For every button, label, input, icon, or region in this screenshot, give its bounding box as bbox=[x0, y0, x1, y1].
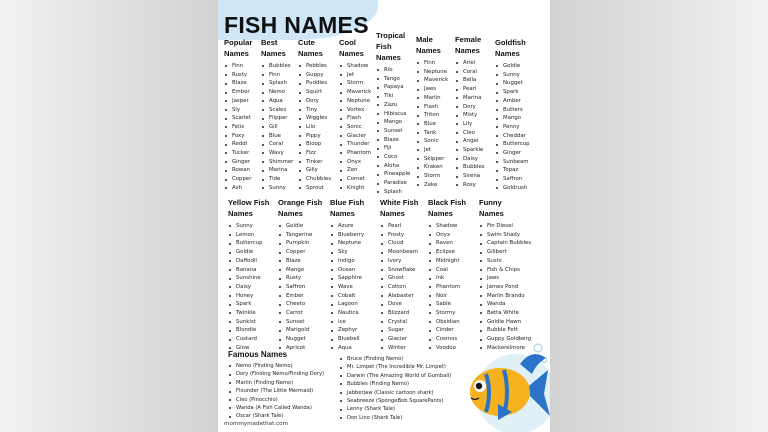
name-list-item: Azure bbox=[330, 222, 364, 231]
name-list-item: Skipper bbox=[416, 155, 448, 164]
name-list-item: Ember bbox=[224, 88, 252, 97]
name-list-item: Finn bbox=[261, 71, 293, 80]
name-list-item: Ice bbox=[330, 318, 364, 327]
name-list-item: Goldie bbox=[228, 248, 269, 257]
name-list-item: Winter bbox=[380, 344, 418, 353]
name-list bbox=[228, 362, 324, 421]
name-list-item: Ember bbox=[278, 292, 322, 301]
name-list-item: Aloha bbox=[376, 162, 410, 171]
column-heading: Orange Fish Names bbox=[278, 198, 323, 218]
name-list-item: Mango bbox=[495, 114, 530, 123]
name-list-item: Noir bbox=[428, 292, 466, 301]
name-list-item: Storm bbox=[416, 172, 448, 181]
column-heading: Popular Names bbox=[224, 38, 253, 58]
name-list-item: Copper bbox=[224, 175, 252, 184]
website-credit: mommymadethat.com bbox=[224, 421, 289, 427]
name-list-item: Phantom bbox=[339, 149, 371, 158]
name-list-item: Goldie Hawn bbox=[479, 318, 531, 327]
name-list-item: Bella bbox=[455, 76, 485, 85]
name-list-item: Pumpkin bbox=[278, 239, 322, 248]
name-list bbox=[298, 62, 331, 193]
name-list bbox=[428, 222, 466, 353]
name-list-item: Apricot bbox=[278, 344, 322, 353]
name-list-item: Mackerelmore bbox=[479, 344, 531, 353]
name-list-item: Marina bbox=[455, 94, 485, 103]
name-list-item: Saffron bbox=[278, 283, 322, 292]
name-list-item: Finn bbox=[224, 62, 252, 71]
name-list-item: Guppy Goldberg bbox=[479, 335, 531, 344]
name-list-item: Crystal bbox=[380, 318, 418, 327]
column-heading: White Fish Names bbox=[380, 198, 419, 218]
column-yellow-fish-names bbox=[228, 197, 269, 353]
column-male-names bbox=[416, 34, 448, 190]
name-list-item: Sonic bbox=[416, 137, 448, 146]
name-list-item: Cleo bbox=[455, 129, 485, 138]
column-popular-names bbox=[224, 37, 252, 193]
name-list-item: Saffron bbox=[495, 175, 530, 184]
name-list-item: Rusty bbox=[278, 274, 322, 283]
name-list bbox=[224, 62, 252, 193]
name-list-item: Sunbeam bbox=[495, 158, 530, 167]
name-list-item: Sunny bbox=[228, 222, 269, 231]
name-list bbox=[330, 222, 364, 353]
name-list-item: Blue bbox=[261, 132, 293, 141]
name-list-item: Marlin (Finding Nemo) bbox=[228, 379, 324, 387]
name-list-item: Vortex bbox=[339, 106, 371, 115]
column-heading: Male Names bbox=[416, 35, 441, 55]
name-list-item: Jasper bbox=[224, 97, 252, 106]
name-list-item: Sunny bbox=[261, 184, 293, 193]
name-list-item: Mango bbox=[376, 118, 410, 127]
name-list-item: Daffodil bbox=[228, 257, 269, 266]
name-list-item: Sapphire bbox=[330, 274, 364, 283]
name-list-item: Reddi bbox=[224, 140, 252, 149]
name-list-item: Scarlet bbox=[224, 114, 252, 123]
name-list-item: Tangerine bbox=[278, 231, 322, 240]
name-list-item: Coal bbox=[428, 266, 466, 275]
column-heading: Tropical Fish Names bbox=[376, 31, 406, 62]
name-list-item: Chubbles bbox=[298, 175, 331, 184]
name-list-item: Nugget bbox=[495, 79, 530, 88]
name-list-item: Onyx bbox=[339, 158, 371, 167]
name-list-item: Maverick bbox=[416, 76, 448, 85]
name-list bbox=[479, 222, 531, 353]
column-best-names bbox=[261, 37, 293, 193]
name-list-item: Lilo bbox=[298, 123, 331, 132]
name-list-item: Flounder (The Little Mermaid) bbox=[228, 387, 324, 395]
name-list-item: Goldrush bbox=[495, 184, 530, 193]
column-famous-names-continued bbox=[339, 355, 451, 422]
name-list-item: Hibiscus bbox=[376, 110, 410, 119]
name-list-item: Neptune bbox=[339, 97, 371, 106]
column-heading: Famous Names bbox=[228, 350, 288, 359]
name-list-item: Marlin bbox=[416, 94, 448, 103]
name-list-item: Ariel bbox=[455, 59, 485, 68]
name-list-item: Carrot bbox=[278, 309, 322, 318]
column-female-names bbox=[455, 34, 485, 190]
name-list-item: Tide bbox=[261, 175, 293, 184]
name-list-item: Amber bbox=[495, 97, 530, 106]
name-list-item: Flash bbox=[339, 114, 371, 123]
column-tropical-fish-names bbox=[376, 30, 410, 197]
name-list-item: Lemon bbox=[228, 231, 269, 240]
name-list-item: Cloud bbox=[380, 239, 418, 248]
name-list-item: Stormy bbox=[428, 309, 466, 318]
column-heading: Goldfish Names bbox=[495, 38, 526, 58]
name-list-item: Blaze bbox=[278, 257, 322, 266]
name-list-item: Alabaster bbox=[380, 292, 418, 301]
name-list-item: Wanda (A Fish Called Wanda) bbox=[228, 404, 324, 412]
name-list-item: Thunder bbox=[339, 140, 371, 149]
name-list-item: Blaze bbox=[224, 79, 252, 88]
name-list-item: Coco bbox=[376, 153, 410, 162]
name-list-item: Zazu bbox=[376, 101, 410, 110]
name-list-item: Dove bbox=[380, 300, 418, 309]
name-list-item: Fiji bbox=[376, 144, 410, 153]
name-list-item: Topaz bbox=[495, 166, 530, 175]
name-list-item: Cinder bbox=[428, 326, 466, 335]
name-list-item: Wave bbox=[330, 283, 364, 292]
name-list-item: Sunny bbox=[495, 71, 530, 80]
name-list-item: Wanda bbox=[479, 300, 531, 309]
name-list-item: Sunset bbox=[278, 318, 322, 327]
name-list-item: Fish & Chips bbox=[479, 266, 531, 275]
name-list-item: Blizzard bbox=[380, 309, 418, 318]
name-list-item: Sprout bbox=[298, 184, 331, 193]
name-list-item: Lily bbox=[455, 120, 485, 129]
column-heading: Cute Names bbox=[298, 38, 323, 58]
column-cool-names bbox=[339, 37, 371, 193]
name-list-item: Gill bbox=[261, 123, 293, 132]
name-list-item: Fizz bbox=[298, 149, 331, 158]
blurred-background-left bbox=[0, 0, 218, 432]
name-list-item: Sunshine bbox=[228, 274, 269, 283]
name-list-item: Indigo bbox=[330, 257, 364, 266]
name-list-item: Ginger bbox=[495, 149, 530, 158]
name-list-item: Mr. Limpet (The Incredible Mr. Limpet) bbox=[339, 363, 451, 371]
name-list-item: Lenny (Shark Tale) bbox=[339, 405, 451, 413]
name-list-item: Pineapple bbox=[376, 170, 410, 179]
name-list-item: Cheddar bbox=[495, 132, 530, 141]
name-list-item: Maverick bbox=[339, 88, 371, 97]
name-list-item: Moonbeam bbox=[380, 248, 418, 257]
column-funny-names bbox=[479, 197, 531, 353]
name-list-item: Nemo (Finding Nemo) bbox=[228, 362, 324, 370]
name-list-item: Sparkle bbox=[455, 146, 485, 155]
name-list-item: Misty bbox=[455, 111, 485, 120]
column-goldfish-names bbox=[495, 37, 530, 193]
column-heading: Female Names bbox=[455, 35, 482, 55]
column-orange-fish-names bbox=[278, 197, 322, 353]
name-list-item: Marlin Brando bbox=[479, 292, 531, 301]
name-list-item: Obsidian bbox=[428, 318, 466, 327]
name-list-item: Sly bbox=[224, 106, 252, 115]
name-list-item: Tucker bbox=[224, 149, 252, 158]
name-list-item: Wiggles bbox=[298, 114, 331, 123]
name-list-item: Cobalt bbox=[330, 292, 364, 301]
name-list bbox=[455, 59, 485, 190]
name-list-item: Oscar (Shark Tale) bbox=[228, 412, 324, 420]
name-list bbox=[380, 222, 418, 353]
name-list-item: Nemo bbox=[261, 88, 293, 97]
name-list-item: Ivory bbox=[380, 257, 418, 266]
name-list-item: Cotton bbox=[380, 283, 418, 292]
column-heading: Funny Names bbox=[479, 198, 504, 218]
page-title: FISH NAMES bbox=[224, 12, 369, 38]
name-list-item: Dory bbox=[455, 103, 485, 112]
name-list-item: Splash bbox=[261, 79, 293, 88]
name-list bbox=[376, 66, 410, 197]
name-list-item: Pearl bbox=[455, 85, 485, 94]
name-list-item: Copper bbox=[278, 248, 322, 257]
name-list-item: Felix bbox=[224, 123, 252, 132]
name-list-item: Tank bbox=[416, 129, 448, 138]
name-list-item: Knight bbox=[339, 184, 371, 193]
name-list-item: Daisy bbox=[228, 283, 269, 292]
column-heading: Yellow Fish Names bbox=[228, 198, 270, 218]
name-list-item: Pebbles bbox=[298, 62, 331, 71]
name-list-item: Nugget bbox=[278, 335, 322, 344]
column-black-fish-names bbox=[428, 197, 466, 353]
name-list-item: Phantom bbox=[428, 283, 466, 292]
name-list-item: Sunkist bbox=[228, 318, 269, 327]
name-list-item: Bubbles bbox=[261, 62, 293, 71]
name-list bbox=[495, 62, 530, 193]
name-list-item: Buttercup bbox=[495, 140, 530, 149]
name-list-item: Rio bbox=[376, 66, 410, 75]
name-list bbox=[261, 62, 293, 193]
name-list-item: Twinkle bbox=[228, 309, 269, 318]
name-list-item: Paradise bbox=[376, 179, 410, 188]
name-list bbox=[416, 59, 448, 190]
name-list-item: Rowan bbox=[224, 166, 252, 175]
name-list-item: Ash bbox=[224, 184, 252, 193]
column-blue-fish-names bbox=[330, 197, 364, 353]
name-list-item: Angel bbox=[455, 137, 485, 146]
name-list-item: Ocean bbox=[330, 266, 364, 275]
name-list-item: Zephyr bbox=[330, 326, 364, 335]
column-heading: Best Names bbox=[261, 38, 286, 58]
name-list-item: Papaya bbox=[376, 83, 410, 92]
name-list-item: Goldie bbox=[278, 222, 322, 231]
column-heading: Black Fish Names bbox=[428, 198, 466, 218]
name-list-item: Jet bbox=[339, 71, 371, 80]
name-list-item: Dory (Finding Nemo/Finding Dory) bbox=[228, 370, 324, 378]
name-list-item: Sky bbox=[330, 248, 364, 257]
name-list-item: Eclipse bbox=[428, 248, 466, 257]
name-list-item: James Pond bbox=[479, 283, 531, 292]
name-list-item: Blondie bbox=[228, 326, 269, 335]
name-list-item: Blaze bbox=[376, 136, 410, 145]
name-list-item: Darwin (The Amazing World of Gumball) bbox=[339, 372, 451, 380]
name-list-item: Ink bbox=[428, 274, 466, 283]
name-list-item: Marina bbox=[261, 166, 293, 175]
name-list bbox=[228, 222, 269, 353]
name-list bbox=[339, 355, 451, 422]
name-list-item: Comet bbox=[339, 175, 371, 184]
name-list-item: Jabberjaw (Classic cartoon shark) bbox=[339, 389, 451, 397]
name-list-item: Jaws bbox=[416, 85, 448, 94]
name-list-item: Raven bbox=[428, 239, 466, 248]
name-list-item: Spark bbox=[228, 300, 269, 309]
name-list-item: Rosy bbox=[455, 181, 485, 190]
name-list-item: Tango bbox=[376, 75, 410, 84]
name-list-item: Shadow bbox=[339, 62, 371, 71]
fish-names-sheet bbox=[218, 0, 550, 432]
name-list-item: Lagoon bbox=[330, 300, 364, 309]
name-list-item: Seabreeze (SpongeBob SquarePants) bbox=[339, 397, 451, 405]
name-list-item: Aqua bbox=[330, 344, 364, 353]
column-heading: Cool Names bbox=[339, 38, 364, 58]
name-list-item: Tinker bbox=[298, 158, 331, 167]
name-list-item: Midnight bbox=[428, 257, 466, 266]
name-list-item: Rusty bbox=[224, 71, 252, 80]
name-list-item: Pippy bbox=[298, 132, 331, 141]
name-list-item: Pearl bbox=[380, 222, 418, 231]
name-list-item: Zen bbox=[339, 166, 371, 175]
name-list-item: Shadow bbox=[428, 222, 466, 231]
name-list-item: Honey bbox=[228, 292, 269, 301]
name-list-item: Banana bbox=[228, 266, 269, 275]
name-list-item: Nautica bbox=[330, 309, 364, 318]
name-list bbox=[339, 62, 371, 193]
name-list-item: Guppy bbox=[298, 71, 331, 80]
name-list-item: Spark bbox=[495, 88, 530, 97]
name-list-item: Sable bbox=[428, 300, 466, 309]
name-list-item: Tiki bbox=[376, 92, 410, 101]
name-list-item: Sonic bbox=[339, 123, 371, 132]
name-list-item: Butters bbox=[495, 106, 530, 115]
name-list-item: Glacier bbox=[380, 335, 418, 344]
name-list bbox=[278, 222, 322, 353]
name-list-item: Mango bbox=[278, 266, 322, 275]
name-list-item: Ginger bbox=[224, 158, 252, 167]
name-list-item: Cosmos bbox=[428, 335, 466, 344]
name-list-item: Bruce (Finding Nemo) bbox=[339, 355, 451, 363]
column-white-fish-names bbox=[380, 197, 418, 353]
name-list-item: Glacier bbox=[339, 132, 371, 141]
name-list-item: Flipper bbox=[261, 114, 293, 123]
name-list-item: Jet bbox=[416, 146, 448, 155]
name-list-item: Coral bbox=[455, 68, 485, 77]
name-list-item: Custard bbox=[228, 335, 269, 344]
name-list-item: Zeke bbox=[416, 181, 448, 190]
name-list-item: Bloop bbox=[298, 140, 331, 149]
name-list-item: Scales bbox=[261, 106, 293, 115]
name-list-item: Sirena bbox=[455, 172, 485, 181]
name-list-item: Kraken bbox=[416, 163, 448, 172]
name-list-item: Sunset bbox=[376, 127, 410, 136]
name-list-item: Finn bbox=[416, 59, 448, 68]
name-list-item: Neptune bbox=[330, 239, 364, 248]
name-list-item: Goldie bbox=[495, 62, 530, 71]
name-list-item: Bubbles bbox=[455, 163, 485, 172]
name-list-item: Triton bbox=[416, 111, 448, 120]
name-list-item: Penny bbox=[495, 123, 530, 132]
name-list-item: Captain Bubbles bbox=[479, 239, 531, 248]
name-list-item: Shimmer bbox=[261, 158, 293, 167]
name-list-item: Splash bbox=[376, 188, 410, 197]
name-list-item: Flash bbox=[416, 103, 448, 112]
name-list-item: Squirt bbox=[298, 88, 331, 97]
name-list-item: Onyx bbox=[428, 231, 466, 240]
name-list-item: Frosty bbox=[380, 231, 418, 240]
name-list-item: Fin Diesel bbox=[479, 222, 531, 231]
column-cute-names bbox=[298, 37, 331, 193]
name-list-item: Storm bbox=[339, 79, 371, 88]
column-famous-names bbox=[228, 349, 324, 421]
name-list-item: Gilly bbox=[298, 166, 331, 175]
blurred-background-right bbox=[550, 0, 768, 432]
name-list-item: Bubbles (Finding Nemo) bbox=[339, 380, 451, 388]
name-list-item: Bluebell bbox=[330, 335, 364, 344]
name-list-item: Neptune bbox=[416, 68, 448, 77]
name-list-item: Blue bbox=[416, 120, 448, 129]
name-list-item: Jaws bbox=[479, 274, 531, 283]
name-list-item: Dory bbox=[298, 97, 331, 106]
name-list-item: Sushi bbox=[479, 257, 531, 266]
name-list-item: Betta White bbox=[479, 309, 531, 318]
name-list-item: Snowflake bbox=[380, 266, 418, 275]
name-list-item: Marigold bbox=[278, 326, 322, 335]
name-list-item: Cheeto bbox=[278, 300, 322, 309]
name-list-item: Aqua bbox=[261, 97, 293, 106]
name-list-item: Puddles bbox=[298, 79, 331, 88]
name-list-item: Swim Shady bbox=[479, 231, 531, 240]
name-list-item: Wavy bbox=[261, 149, 293, 158]
name-list-item: Coral bbox=[261, 140, 293, 149]
name-list-item: Buttercup bbox=[228, 239, 269, 248]
name-list-item: Blueberry bbox=[330, 231, 364, 240]
name-list-item: Foxy bbox=[224, 132, 252, 141]
name-list-item: Cleo (Pinocchio) bbox=[228, 396, 324, 404]
name-list-item: Ghost bbox=[380, 274, 418, 283]
name-list-item: Voodoo bbox=[428, 344, 466, 353]
name-list-item: Daisy bbox=[455, 155, 485, 164]
name-list-item: Tiny bbox=[298, 106, 331, 115]
name-list-item: Don Lino (Shark Tale) bbox=[339, 414, 451, 422]
name-list-item: Sugar bbox=[380, 326, 418, 335]
name-list-item: Bubble Fett bbox=[479, 326, 531, 335]
name-list-item: Glow bbox=[228, 344, 269, 353]
column-heading: Blue Fish Names bbox=[330, 198, 365, 218]
name-list-item: Gillbert bbox=[479, 248, 531, 257]
